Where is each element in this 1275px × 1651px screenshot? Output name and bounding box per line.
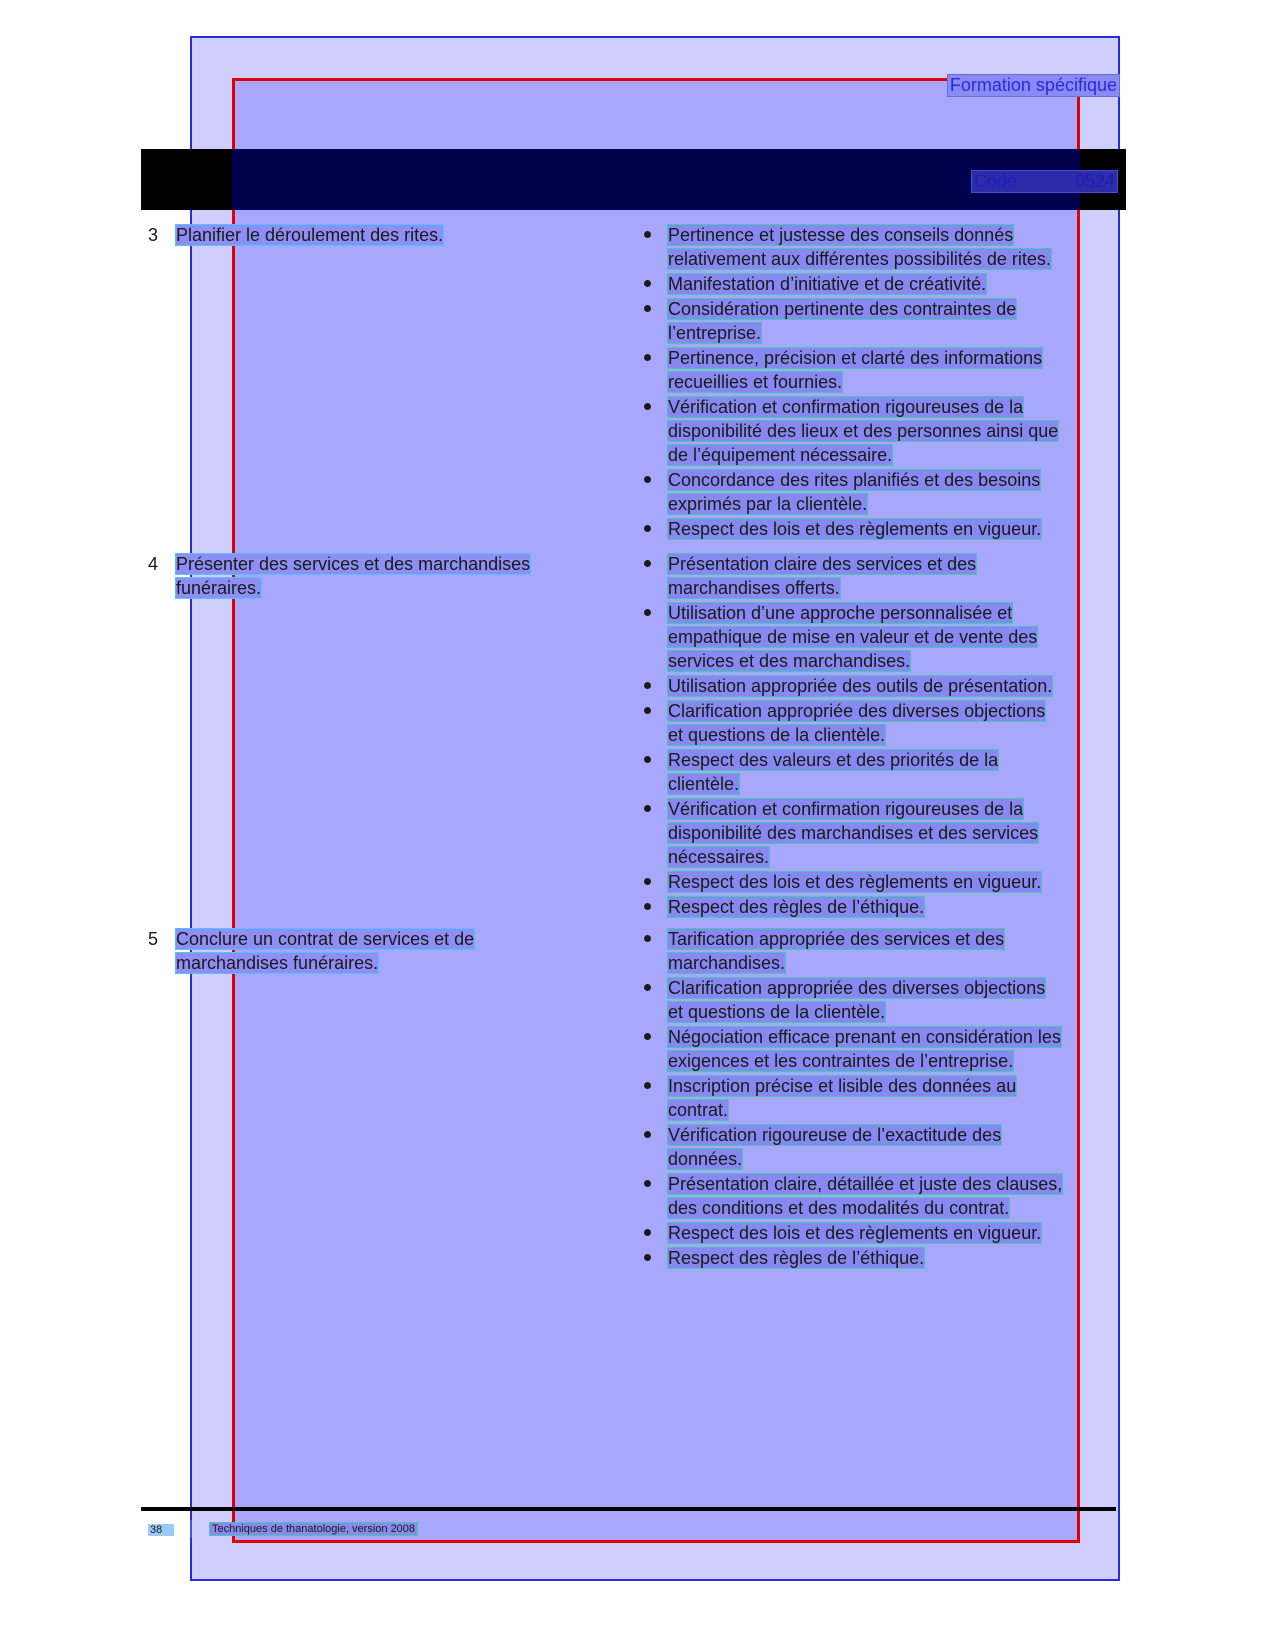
bullet-icon: [644, 609, 651, 616]
bullet-icon: [644, 756, 651, 763]
bullet-icon: [644, 805, 651, 812]
bullet-icon: [644, 560, 651, 567]
bullet-icon: [644, 403, 651, 410]
program-code: [971, 170, 1118, 193]
criterion-text: Utilisation appropriée des outils de présentation.: [668, 676, 1053, 696]
criterion-text: données.: [668, 1149, 743, 1169]
criterion-item: [640, 297, 1120, 345]
bullet-icon: [644, 1131, 651, 1138]
criterion-item: [640, 870, 1120, 894]
code-label: Code :: [973, 171, 1027, 191]
code-header-inner: [232, 149, 1080, 210]
performance-criteria-list: [640, 223, 1120, 542]
criterion-text: recueillies et fournies.: [668, 372, 843, 392]
element-number: 4: [148, 554, 159, 574]
document-title: Techniques de thanatologie, version 2008: [212, 1523, 416, 1535]
criterion-text: des conditions et des modalités du contrat.: [668, 1198, 1010, 1218]
bullet-icon: [644, 305, 651, 312]
criterion-text: disponibilité des marchandises et des services: [668, 823, 1039, 843]
criterion-item: [640, 976, 1120, 1024]
code-header-bar: [141, 149, 1126, 210]
criterion-text: Inscription précise et lisible des données au: [668, 1076, 1017, 1096]
criterion-item: [640, 674, 1120, 698]
criterion-text: clientèle.: [668, 774, 740, 794]
criterion-item: [640, 797, 1120, 869]
criterion-text: Vérification rigoureuse de l’exactitude des: [668, 1125, 1002, 1145]
bullet-icon: [644, 682, 651, 689]
criterion-text: Utilisation d’une approche personnalisée et: [668, 603, 1013, 623]
criterion-text: Présentation claire, détaillée et juste des clauses,: [668, 1174, 1063, 1194]
element-number: 5: [148, 929, 159, 949]
criterion-item: [640, 468, 1120, 516]
criterion-text: Respect des lois et des règlements en vigueur.: [668, 872, 1042, 892]
performance-criteria-list: [640, 552, 1120, 920]
criterion-text: Vérification et confirmation rigoureuses de la: [668, 397, 1024, 417]
running-header-label: Formation spécifique: [947, 74, 1120, 97]
criterion-text: Clarification appropriée des diverses objections: [668, 701, 1046, 721]
element-of-competency: [148, 223, 643, 247]
criterion-item: [640, 1246, 1120, 1270]
criterion-item: [640, 552, 1120, 600]
bullet-icon: [644, 1180, 651, 1187]
criterion-text: Clarification appropriée des diverses objections: [668, 978, 1046, 998]
element-of-competency: [148, 552, 643, 600]
criterion-text: Pertinence, précision et clarté des informations: [668, 348, 1043, 368]
criterion-item: [640, 1221, 1120, 1245]
footer-separator: [190, 1520, 192, 1538]
bullet-icon: [644, 1254, 651, 1261]
footer-rule: [141, 1507, 1116, 1511]
criterion-item: [640, 1172, 1120, 1220]
element-title: marchandises funéraires.: [176, 953, 379, 973]
criterion-text: marchandises.: [668, 953, 786, 973]
bullet-icon: [644, 707, 651, 714]
criterion-text: Respect des lois et des règlements en vigueur.: [668, 1223, 1042, 1243]
criterion-text: Concordance des rites planifiés et des besoins: [668, 470, 1041, 490]
criterion-item: [640, 895, 1120, 919]
bullet-icon: [644, 935, 651, 942]
criterion-text: Tarification appropriée des services et des: [668, 929, 1005, 949]
criterion-item: [640, 395, 1120, 467]
criterion-item: [640, 699, 1120, 747]
criterion-item: [640, 601, 1120, 673]
element-of-competency: [148, 927, 643, 975]
criterion-text: nécessaires.: [668, 847, 770, 867]
criterion-text: Manifestation d’initiative et de créativité.: [668, 274, 987, 294]
bullet-icon: [644, 903, 651, 910]
criterion-text: Respect des valeurs et des priorités de la: [668, 750, 999, 770]
criterion-item: [640, 517, 1120, 541]
criterion-item: [640, 346, 1120, 394]
bullet-icon: [644, 984, 651, 991]
criterion-text: Vérification et confirmation rigoureuses de la: [668, 799, 1024, 819]
criterion-text: exprimés par la clientèle.: [668, 494, 868, 514]
criterion-item: [640, 748, 1120, 796]
criterion-text: et questions de la clientèle.: [668, 725, 886, 745]
criterion-text: Respect des règles de l’éthique.: [668, 1248, 925, 1268]
criterion-item: [640, 927, 1120, 975]
bullet-icon: [644, 878, 651, 885]
bullet-icon: [644, 1033, 651, 1040]
criterion-item: [640, 1025, 1120, 1073]
criterion-text: contrat.: [668, 1100, 729, 1120]
bullet-icon: [644, 525, 651, 532]
criterion-text: et questions de la clientèle.: [668, 1002, 886, 1022]
performance-criteria-list: [640, 927, 1120, 1271]
page-number: 38: [148, 1524, 174, 1536]
element-title: Planifier le déroulement des rites.: [176, 225, 444, 245]
criterion-text: Considération pertinente des contraintes de: [668, 299, 1017, 319]
criterion-text: marchandises offerts.: [668, 578, 840, 598]
criterion-text: l’entreprise.: [668, 323, 762, 343]
element-number: 3: [148, 225, 159, 245]
criterion-text: disponibilité des lieux et des personnes ainsi que: [668, 421, 1059, 441]
bullet-icon: [644, 280, 651, 287]
bullet-icon: [644, 1082, 651, 1089]
bullet-icon: [644, 354, 651, 361]
criterion-text: Pertinence et justesse des conseils donnés: [668, 225, 1014, 245]
bullet-icon: [644, 476, 651, 483]
criterion-text: empathique de mise en valeur et de vente des: [668, 627, 1038, 647]
criterion-text: Négociation efficace prenant en considération les: [668, 1027, 1061, 1047]
criterion-item: [640, 272, 1120, 296]
bullet-icon: [644, 1229, 651, 1236]
criterion-text: Respect des règles de l’éthique.: [668, 897, 925, 917]
criterion-text: services et des marchandises.: [668, 651, 911, 671]
element-title: Présenter des services et des marchandises: [176, 554, 531, 574]
bullet-icon: [644, 231, 651, 238]
element-title: Conclure un contrat de services et de: [176, 929, 475, 949]
code-value: 0524: [1074, 171, 1115, 191]
criterion-item: [640, 1074, 1120, 1122]
criterion-text: relativement aux différentes possibilités de rites.: [668, 249, 1051, 269]
criterion-text: exigences et les contraintes de l’entreprise.: [668, 1051, 1014, 1071]
criterion-text: de l’équipement nécessaire.: [668, 445, 893, 465]
criterion-item: [640, 1123, 1120, 1171]
element-title: funéraires.: [176, 578, 262, 598]
criterion-text: Respect des lois et des règlements en vigueur.: [668, 519, 1042, 539]
criterion-text: Présentation claire des services et des: [668, 554, 977, 574]
criterion-item: [640, 223, 1120, 271]
